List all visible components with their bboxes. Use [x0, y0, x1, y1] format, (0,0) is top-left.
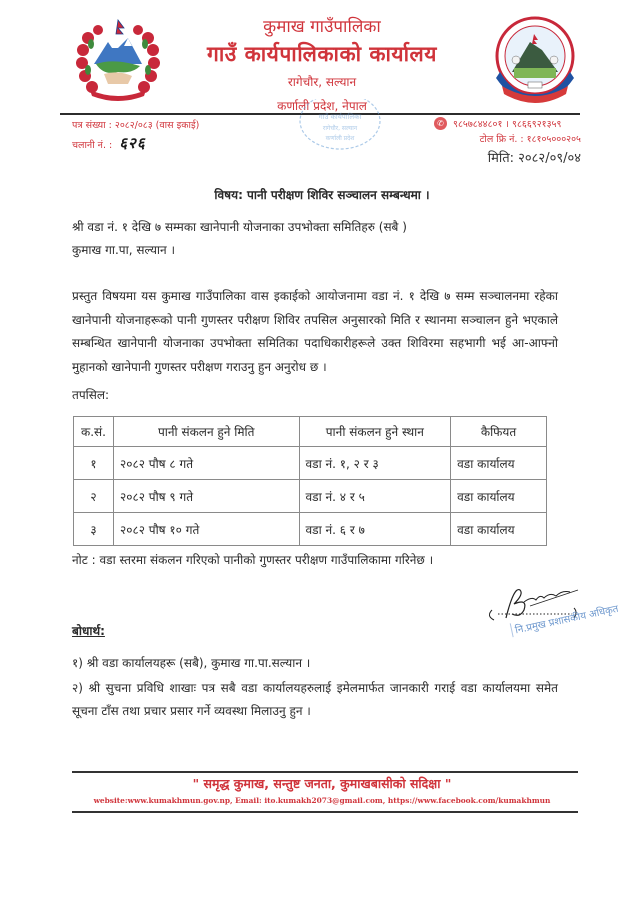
- footer-slogan: " समृद्ध कुमाख, सन्तुष्ट जनता, कुमाखबासीको सदिक्षा ": [192, 776, 452, 791]
- cell-location: वडा नं. ४ र ५: [299, 480, 451, 513]
- cell-serial: १: [74, 447, 114, 480]
- date-label: मिति:: [487, 151, 515, 166]
- cell-location: वडा नं. ६ र ७: [299, 513, 451, 546]
- cell-date: २०८२ पौष ९ गते: [113, 480, 299, 513]
- header-remarks: कैफियत: [451, 417, 547, 447]
- header-date: पानी संकलन हुने मिति: [113, 417, 299, 447]
- cell-date: २०८२ पौष १० गते: [113, 513, 299, 546]
- phone-numbers: ९८५७८४४८०१ । ९८६६९२१३५९: [453, 119, 562, 130]
- org-name: कुमाख गाउँपालिका: [263, 17, 381, 37]
- dispatch-value: ६२६: [119, 134, 146, 152]
- letter-body: प्रस्तुत विषयमा यस कुमाख गाउँपालिका वास इकाईको आयोजनामा वडा नं. १ देखि ७ सम्म सञ्चालनमा रहेका खानेपानी योजनाहरूको पानी गुणस्तर परीक्षण शिविर तपसिल अनुसारको मिति र स्थानमा सञ्चालन हुने भएकाले सम्बन्धित खानेपानी योजनाका उपभोक्ता समितिका पदाधिकारीहरूले उक्त शिविरमा सहभागी भई आ-आफ्नो मुहानको खानेपानी गुणस्तर परीक्षण गराउनु हुन अनुरोध छ ।: [72, 289, 558, 374]
- svg-text:रागेचौर, सल्यान: रागेचौर, सल्यान: [322, 125, 358, 132]
- header-location: पानी संकलन हुने स्थान: [299, 417, 451, 447]
- cell-remarks: वडा कार्यालय: [451, 480, 547, 513]
- table-note: नोट : वडा स्तरमा संकलन गरिएको पानीको गुणस्तर परीक्षण गाउँपालिकामा गरिनेछ ।: [72, 553, 434, 567]
- table-row: [74, 513, 547, 546]
- cell-location: वडा नं. १, २ र ३: [299, 447, 451, 480]
- recipient-line-1: श्री वडा नं. १ देखि ७ सम्मका खानेपानी योजनाका उपभोक्ता समितिहरु (सबै ): [72, 220, 407, 234]
- letter-date: [488, 148, 581, 166]
- footer-divider-bottom: [72, 811, 578, 813]
- cc-title: बोधार्थ:: [72, 624, 105, 638]
- date-value: २०८२/०९/०४: [518, 151, 581, 166]
- cell-serial: २: [74, 480, 114, 513]
- footer-divider-top: [72, 771, 578, 773]
- dispatch-number: [72, 133, 146, 153]
- phone-icon: ✆: [434, 117, 447, 130]
- reference-number: [72, 118, 199, 131]
- svg-text:कर्णाली प्रदेश: कर्णाली प्रदेश: [325, 135, 355, 142]
- cell-remarks: वडा कार्यालय: [451, 447, 547, 480]
- toll-free: [480, 132, 581, 145]
- table-header-row: [74, 417, 547, 447]
- office-location: रागेचौर, सल्यान: [287, 75, 357, 89]
- footer-contact: website:www.kumakhmun.gov.np, Email: ito.kumakh2073@gmail.com, https://www.facebook.com/kumakhmun: [93, 796, 551, 805]
- cc-item-2: २) श्री सुचना प्रविधि शाखाः पत्र सबै वडा कार्यालयहरुलाई इमेलमार्फत जानकारी गराई वडा कार्यालयमा समेत सूचना टाँस तथा प्रचार प्रसार गर्ने व्यवस्था मिलाउनु हुन ।: [72, 681, 558, 718]
- tollfree-label: टोल फ्रि नं. :: [479, 134, 524, 145]
- cell-remarks: वडा कार्यालय: [451, 513, 547, 546]
- recipient-line-2: कुमाख गा.पा, सल्यान ।: [72, 243, 176, 257]
- table-row: [74, 480, 547, 513]
- cell-date: २०८२ पौष ८ गते: [113, 447, 299, 480]
- schedule-table: [73, 416, 547, 546]
- header-serial: क.सं.: [74, 417, 114, 447]
- phone-contact: [434, 117, 561, 130]
- reference-label: पत्र संख्या :: [72, 120, 112, 131]
- office-province: कर्णाली प्रदेश, नेपाल: [277, 99, 367, 113]
- cell-serial: ३: [74, 513, 114, 546]
- reference-value: २०८२/०८३ (वास इकाई): [114, 120, 200, 131]
- dispatch-label: चलानी नं. :: [72, 140, 113, 151]
- office-stamp-icon: [296, 99, 384, 151]
- table-row: [74, 447, 547, 480]
- signatory-stamp: नि.प्रमुख प्रशासकीय अधिकृत: [510, 601, 620, 637]
- cc-item-1: १) श्री वडा कार्यालयहरू (सबै), कुमाख गा.पा.सल्यान ।: [72, 656, 311, 670]
- office-name: गाउँ कार्यपालिकाको कार्यालय: [207, 42, 437, 66]
- details-label: तपसिल:: [72, 388, 110, 402]
- svg-text:गाउँ कार्यपालिका: गाउँ कार्यपालिका: [318, 113, 362, 121]
- tollfree-value: १८१०५०००२०५: [526, 134, 581, 145]
- letter-subject: विषय: पानी परीक्षण शिविर सञ्चालन सम्बन्धमा ।: [214, 188, 430, 202]
